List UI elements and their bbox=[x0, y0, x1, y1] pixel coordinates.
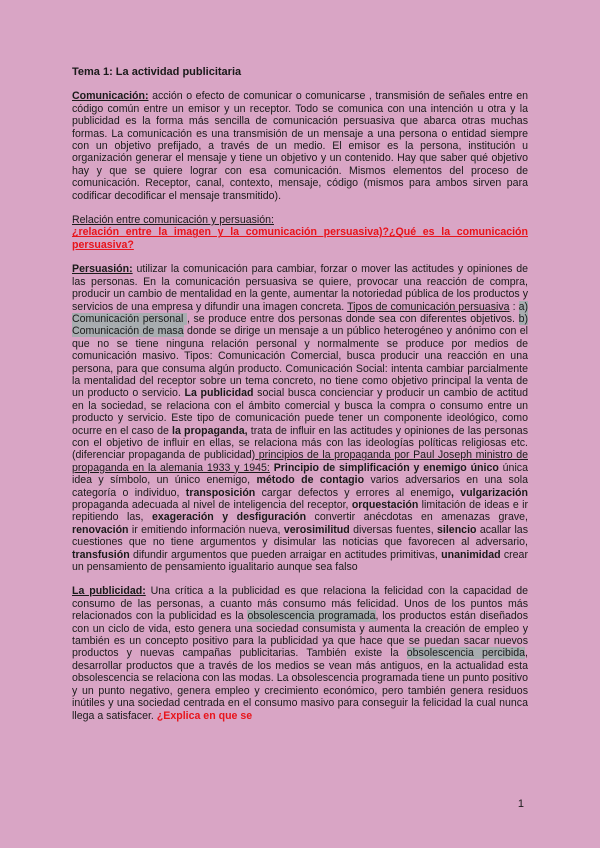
highlight-programada: obsolescencia programada bbox=[247, 610, 376, 623]
text: convertir anécdotas en amenazas grave, bbox=[306, 511, 528, 524]
bold-propaganda: la propaganda, bbox=[172, 424, 248, 437]
text: utilizar la comunicación para cambiar, forzar o mover las actitudes y opiniones de las personas. En la comunicación persuasiva se quiere, provocar una reacción de compra, producir un cambio de mentalidad en la gente, aumentar la notoriedad pública de los productos y servicios de una empresa y difundir una imagen concreta. bbox=[72, 263, 528, 313]
term-persuasion: Persuasión: bbox=[72, 263, 133, 276]
highlight-percibida: obsolescencia percibida bbox=[406, 647, 526, 660]
term-comunicacion: Comunicación: bbox=[72, 90, 149, 103]
red-question-end: ¿Explica en que se bbox=[156, 709, 253, 722]
bold-silencio: silencio bbox=[437, 523, 477, 536]
paragraph-relacion bbox=[72, 214, 528, 251]
bold-publicidad: La publicidad bbox=[184, 387, 254, 400]
underline-principios: principios de la propaganda por Paul Joseph ministro de propaganda en la alemania 1933 y 1945: bbox=[72, 449, 528, 474]
text: crear un pensamiento de pensamiento igualitario aunque sea falso bbox=[72, 548, 528, 574]
page-number: 1 bbox=[517, 798, 524, 810]
text: diversas fuentes, bbox=[349, 523, 438, 536]
text: social busca concienciar y producir un cambio de actitud en la sociedad, se relaciona con el ámbito comercial y busca la compra o consumo entre un producto y servicio. Este tipo de comunicación puede tener un componente ideológico, como ocurre en el caso de bbox=[72, 387, 529, 437]
paragraph-publicidad bbox=[72, 585, 528, 721]
term-publicidad: La publicidad: bbox=[72, 585, 146, 598]
bold-transfusion: transfusión bbox=[72, 548, 130, 561]
red-question: ¿relación entre la imagen y la comunicación persuasiva)?¿Qué es la comunicación persuasiva? bbox=[72, 226, 528, 251]
highlight-masa: b) Comunicación de masa bbox=[72, 312, 528, 338]
text: difundir argumentos que pueden arraigar en actitudes primitivas, bbox=[129, 548, 442, 561]
paragraph-comunicacion bbox=[72, 90, 528, 202]
bold-renovacion: renovación bbox=[72, 523, 129, 536]
bold-vulgarizacion: , vulgarización bbox=[451, 486, 528, 499]
bold-verosimilitud: verosimilitud bbox=[283, 523, 350, 536]
text: acción o efecto de comunicar o comunicarse , transmisión de señales entre en código común entre un emisor y un receptor. Todo se comunica con una intención u otra y la publicidad es la forma más sencilla de comunicación persuasiva que abarca otras muchas formas. La comunicación es una transmisión de un mensaje a una persona o entidad siempre con un objetivo prefijado, a través de un medio. El emisor es la persona, institución u organización generar el mensaje y tiene un objetivo y un contenido. Hay que saber qué objetivo hay y que se quiere lograr con esa comunicación. Mismos elementos del proceso de comunicación. Receptor, canal, contexto, mensaje, código (mismos para ambos sirven para codificar decodificar el mensaje transmitido). bbox=[72, 90, 528, 202]
highlight-personal: a) Comunicación personal bbox=[72, 300, 528, 325]
paragraph-persuasion bbox=[72, 263, 528, 573]
bold-exageracion: exageración y desfiguración bbox=[151, 511, 307, 524]
bold-contagio: método de contagio bbox=[256, 474, 365, 487]
bold-simplificacion: Principio de simplificación y enemigo único bbox=[269, 461, 499, 474]
bold-transposicion: transposición bbox=[185, 486, 256, 499]
text: trata de influir en las actitudes y opiniones de las personas con el objetivo de influir en ellas, se relaciona más con las ideologías políticas religiosas etc. (diferenciar propaganda de publicidad) bbox=[72, 424, 528, 462]
text: , desarrollar productos que a través de los medios se vean más antiguos, en la actualidad esta obsolescencia se relaciona con las modas. La obsolescencia programada tiene un punto positivo y un punto negativo, genera empleo y crecimiento económico, pero también genera residuos inútiles y una sociedad centrada en el consumo masivo para conseguir la felicidad la cual nunca llega a satisfacer. bbox=[72, 647, 528, 722]
bold-unanimidad: unanimidad bbox=[441, 548, 501, 561]
document-title: Tema 1: La actividad publicitaria bbox=[72, 66, 242, 78]
document-page bbox=[72, 66, 528, 722]
heading-relacion: Relación entre comunicación y persuasión: bbox=[72, 214, 274, 227]
text: : bbox=[509, 300, 519, 313]
text: varios adversarios en una sola categoría o individuo, bbox=[72, 474, 528, 499]
text: donde se dirige un mensaje a un público heterogéneo y anónimo con el que no se tiene ninguna relación personal y normalmente se produce por medios de comunicación masivo. Tipos: Comunicación Comercial, busca producir una reacción en una persona, para que consuma algún producto. Comunicación Social: intenta cambiar parcialmente la mentalidad del receptor sobre un tema concreto, no tiene como objetivo principal la venta de un producto o servicio. bbox=[72, 325, 528, 400]
tipos-label: Tipos de comunicación persuasiva bbox=[347, 300, 510, 313]
text: , se produce entre dos personas donde sea con diferentes objetivos. bbox=[186, 312, 519, 325]
text: única idea y símbolo, un único enemigo, bbox=[72, 461, 528, 487]
text: cargar defectos y errores al enemigo bbox=[255, 486, 452, 499]
text: acallar las cuestiones que no tiene argumentos y disimular las noticias que favorecen al adversario, bbox=[72, 523, 528, 549]
text: Una crítica a la publicidad es que relaciona la felicidad con la capacidad de consumo de las personas, a cuanto más consumo más felicidad. Unos de los puntos más relacionados con la publicidad es la bbox=[72, 585, 528, 623]
text: ir emitiendo información nueva, bbox=[128, 523, 284, 536]
text: , los productos están diseñados con un ciclo de vida, esto genera una sociedad consumista y aumenta la creación de empleo y también es un concepto positivo para la publicidad ya que hace que se puedan sacar nuevos productos y nuevas campañas publicitarias. También existe la bbox=[72, 610, 528, 660]
text: propaganda adecuada al nivel de inteligencia del receptor, bbox=[72, 499, 352, 511]
text: limitación de ideas e ir repitiendo las, bbox=[72, 499, 528, 524]
bold-orquestacion: orquestación bbox=[351, 499, 419, 511]
